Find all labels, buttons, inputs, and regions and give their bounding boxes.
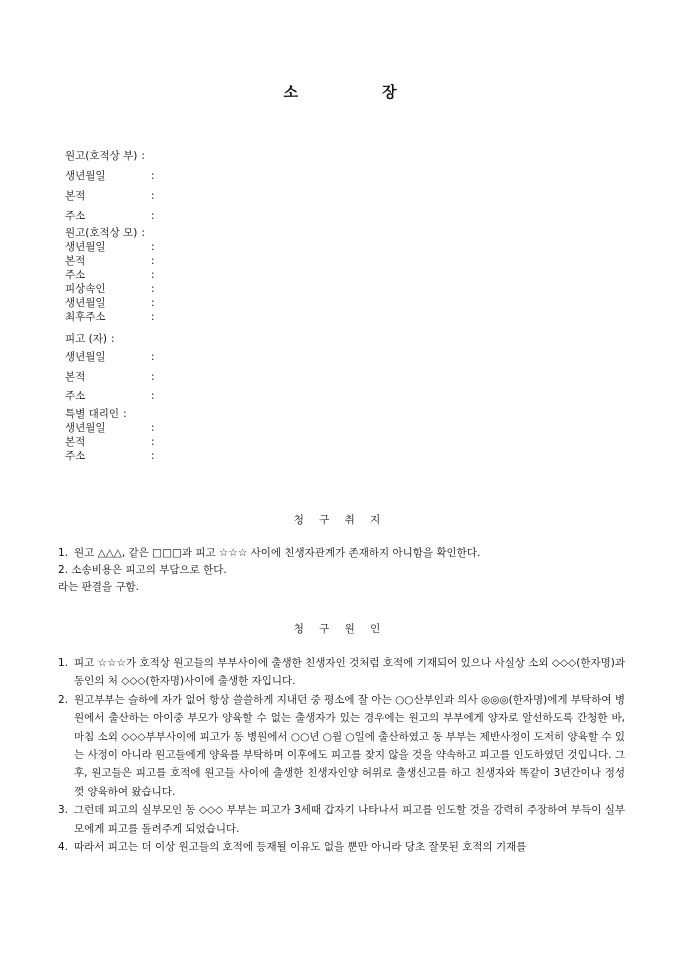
field-label: 본적: [65, 190, 86, 202]
document-title: [0, 81, 680, 102]
claim-cause-list: [58, 654, 625, 856]
field-colon: :: [151, 297, 155, 309]
title-char-1: 소: [283, 83, 298, 101]
field-label: 본적: [65, 255, 86, 267]
field-label: 특별 대리인: [65, 408, 120, 420]
field-line: [65, 311, 155, 323]
field-line: [65, 210, 155, 222]
field-line: [65, 269, 155, 281]
field-colon: :: [151, 351, 155, 363]
field-label: 생년월일: [65, 297, 106, 309]
field-label: 본적: [65, 436, 86, 448]
field-line: [65, 241, 155, 253]
claim-purpose-list: [58, 545, 625, 596]
field-colon: :: [151, 210, 155, 222]
field-line: [65, 408, 127, 420]
item-number: 3.: [58, 804, 69, 817]
item-text: 소송비용은 피고의 부담으로 한다.: [71, 564, 227, 576]
field-label: 생년월일: [65, 170, 106, 182]
field-colon: :: [151, 311, 155, 323]
field-colon: :: [151, 422, 155, 434]
field-label: 주소: [65, 450, 86, 462]
field-colon: :: [123, 408, 127, 420]
field-line: [65, 351, 155, 363]
field-label: 생년월일: [65, 422, 106, 434]
field-colon: :: [151, 450, 155, 462]
field-colon: :: [151, 371, 155, 383]
field-colon: :: [151, 390, 155, 402]
field-label: 생년월일: [65, 241, 106, 253]
item-text: 따라서 피고는 더 이상 원고들의 호적에 등재될 이유도 없을 뿐만 아니라 당초 잘못된 호적의 기재를: [74, 841, 527, 854]
item-number: 2.: [58, 564, 69, 576]
field-line: [65, 227, 145, 239]
field-label: 원고(호적상 모): [65, 227, 138, 239]
claim-purpose-closing: 라는 판결을 구함.: [58, 581, 140, 593]
item-text: 원고 △△△, 같은 □□□과 피고 ☆☆☆ 사이에 친생자관계가 존재하지 아니함을 확인한다.: [74, 547, 481, 559]
field-colon: :: [151, 255, 155, 267]
claim-purpose-item: [58, 545, 625, 562]
field-line: [65, 450, 155, 462]
field-label: 원고(호적상 부): [65, 150, 138, 162]
field-colon: :: [151, 269, 155, 281]
claim-cause-item: [58, 654, 625, 691]
field-label: 주소: [65, 210, 86, 222]
field-line: [65, 283, 155, 295]
field-line: [65, 190, 155, 202]
claim-cause-item: [58, 801, 625, 838]
item-text: 원고부부는 슬하에 자가 없어 항상 쓸쓸하게 지내던 중 평소에 잘 아는 ○○산부인과 의사 ◎◎◎(한자명)에게 부탁하여 병원에서 출산하는 아이중 부모가 양육할 수 없는 출생자가 있는 경우에는 원고의 부부에게 양자로 알선하도록 간청한 바, 마침 소외 ◇◇◇부부사이에 피고가 동 병원에서 ○○년 ○월 ○일에 출산하였고 동 부부는 제반사정이 도저히 양육할 수 있는 사정이 아니라 원고들에게 양육를 부탁하며 이후에도 피고를 찾지 않을 것을 약속하고 피고를 인도하였던 것입니다. 그 후, 원고들은 피고를 호적에 원고들 사이에 출생한 친생자인양 허위로 출생신고를 하고 친생자와 똑같이 3년간이나 정성껏 양육하여 왔습니다.: [74, 693, 625, 798]
field-line: [65, 297, 155, 309]
field-label: 최후주소: [65, 311, 106, 323]
field-colon: :: [141, 227, 145, 239]
field-line: [65, 255, 155, 267]
item-number: 1.: [58, 547, 69, 559]
field-colon: :: [151, 190, 155, 202]
field-label: 주소: [65, 269, 86, 281]
claim-cause-item: [58, 838, 625, 856]
claim-cause-item: [58, 691, 625, 801]
claim-purpose-heading: 청 구 취 지: [293, 514, 387, 526]
item-number: 4.: [58, 841, 69, 854]
claim-cause-heading: 청 구 원 인: [293, 623, 387, 635]
field-line: [65, 436, 155, 448]
item-text: 그런데 피고의 실부모인 동 ◇◇◇ 부부는 피고가 3세때 갑자기 나타나서 피고를 인도할 것을 강력히 주장하여 부득이 실부모에게 피고를 돌려주게 되었습니다.: [74, 804, 625, 835]
field-label: 본적: [65, 371, 86, 383]
item-text: 피고 ☆☆☆가 호적상 원고들의 부부사이에 출생한 친생자인 것처럼 호적에 기재되어 있으나 사실상 소외 ◇◇◇(한자명)과 동인의 처 ◇◇◇(한자명)사이에 출생한 자입니다.: [74, 657, 625, 688]
item-number: 2.: [58, 693, 69, 706]
item-number: 1.: [58, 657, 69, 669]
field-colon: :: [141, 150, 145, 162]
field-line: [65, 170, 155, 182]
field-colon: :: [151, 241, 155, 253]
title-char-2: 장: [382, 83, 397, 101]
field-label: 주소: [65, 390, 86, 402]
field-line: [65, 422, 155, 434]
field-line: [65, 150, 145, 162]
field-label: 피상속인: [65, 283, 106, 295]
field-line: [65, 333, 115, 345]
field-colon: :: [151, 170, 155, 182]
claim-purpose-item: [58, 562, 625, 579]
field-label: 생년월일: [65, 351, 106, 363]
field-line: [65, 371, 155, 383]
field-colon: :: [151, 436, 155, 448]
field-colon: :: [110, 333, 115, 345]
field-label: 피고 (자): [65, 333, 107, 345]
field-colon: :: [151, 283, 155, 295]
field-line: [65, 390, 155, 402]
